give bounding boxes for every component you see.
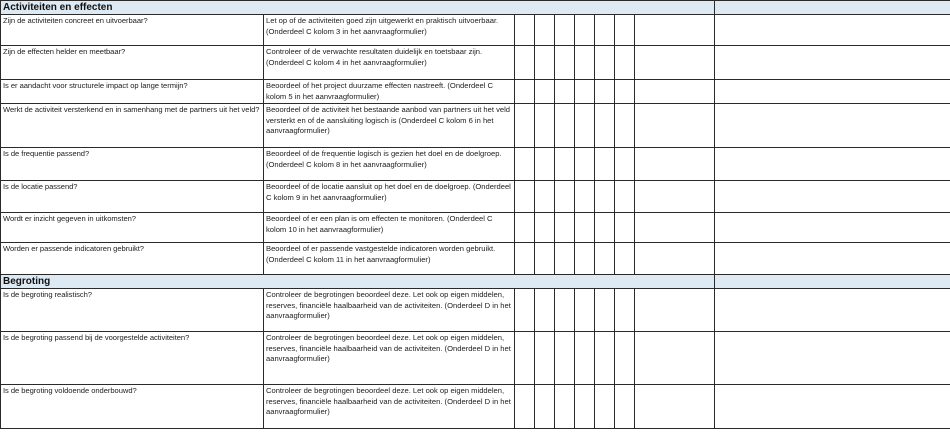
score-cell[interactable]: [615, 385, 635, 429]
score-cell[interactable]: [575, 15, 595, 46]
criterion-cell: Controleer de begrotingen beoordeel deze. Let ook op eigen middelen, reserves, financiële haalbaarheid van de activiteiten. (Onderdeel D in het aanvraagformulier): [264, 332, 515, 385]
score-cell[interactable]: [595, 148, 615, 181]
score-cell[interactable]: [555, 213, 575, 243]
question-cell: Is de begroting voldoende onderbouwd?: [1, 385, 264, 429]
score-cell[interactable]: [515, 104, 535, 148]
criterion-cell: Controleer of de verwachte resultaten duidelijk en toetsbaar zijn. (Onderdeel C kolom 4 in het aanvraagformulier): [264, 46, 515, 80]
score-cell[interactable]: [615, 15, 635, 46]
score-cell[interactable]: [555, 148, 575, 181]
table-row: [1, 46, 950, 80]
score-cell[interactable]: [515, 46, 535, 80]
criterion-cell: Controleer de begrotingen beoordeel deze. Let ook op eigen middelen, reserves, financiële haalbaarheid van de activiteiten. (Onderdeel D in het aanvraagformulier): [264, 289, 515, 332]
question-cell: Zijn de effecten helder en meetbaar?: [1, 46, 264, 80]
score-cell[interactable]: [595, 104, 615, 148]
score-cell[interactable]: [615, 181, 635, 213]
score-cell[interactable]: [575, 104, 595, 148]
score-cell[interactable]: [515, 213, 535, 243]
score-cell[interactable]: [515, 243, 535, 275]
score-cell[interactable]: [575, 332, 595, 385]
score-cell[interactable]: [615, 148, 635, 181]
score-cell[interactable]: [595, 385, 615, 429]
question-cell: Is de begroting realistisch?: [1, 289, 264, 332]
score-cell[interactable]: [535, 243, 555, 275]
table-row: [1, 104, 950, 148]
score-cell[interactable]: [575, 385, 595, 429]
table-row: [1, 181, 950, 213]
score-cell[interactable]: [615, 332, 635, 385]
score-cell[interactable]: [595, 332, 615, 385]
question-cell: Werkt de activiteit versterkend en in samenhang met de partners uit het veld?: [1, 104, 264, 148]
score-cell[interactable]: [575, 148, 595, 181]
criterion-cell: Beoordeel of er een plan is om effecten te monitoren. (Onderdeel C kolom 10 in het aanvraagformulier): [264, 213, 515, 243]
remarks-cell[interactable]: [715, 243, 950, 275]
score-cell[interactable]: [615, 80, 635, 104]
score-cell[interactable]: [575, 46, 595, 80]
score-total-cell[interactable]: [635, 104, 715, 148]
table-row: [1, 213, 950, 243]
score-cell[interactable]: [535, 46, 555, 80]
criterion-cell: Let op of de activiteiten goed zijn uitgewerkt en praktisch uitvoerbaar. (Onderdeel C kolom 3 in het aanvraagformulier): [264, 15, 515, 46]
section-title: Begroting: [1, 275, 715, 289]
score-cell[interactable]: [615, 46, 635, 80]
score-cell[interactable]: [535, 181, 555, 213]
score-cell[interactable]: [615, 289, 635, 332]
score-cell[interactable]: [575, 289, 595, 332]
table-row: [1, 243, 950, 275]
score-cell[interactable]: [575, 243, 595, 275]
section-header-row: [1, 1, 950, 15]
score-cell[interactable]: [515, 148, 535, 181]
table-row: [1, 15, 950, 46]
score-cell[interactable]: [615, 213, 635, 243]
question-cell: Is de frequentie passend?: [1, 148, 264, 181]
score-cell[interactable]: [555, 332, 575, 385]
score-total-cell[interactable]: [635, 181, 715, 213]
remarks-cell[interactable]: [715, 332, 950, 385]
remarks-cell[interactable]: [715, 385, 950, 429]
score-cell[interactable]: [515, 289, 535, 332]
remarks-cell[interactable]: [715, 80, 950, 104]
score-total-cell[interactable]: [635, 148, 715, 181]
score-cell[interactable]: [515, 15, 535, 46]
score-cell[interactable]: [535, 385, 555, 429]
score-cell[interactable]: [555, 46, 575, 80]
score-cell[interactable]: [595, 46, 615, 80]
criterion-cell: Beoordeel of de activiteit het bestaande aanbod van partners uit het veld versterkt en of de aansluiting logisch is (Onderdeel C kolom 6 in het aanvraagformulier): [264, 104, 515, 148]
score-total-cell[interactable]: [635, 332, 715, 385]
score-cell[interactable]: [615, 104, 635, 148]
score-cell[interactable]: [595, 289, 615, 332]
question-cell: Wordt er inzicht gegeven in uitkomsten?: [1, 213, 264, 243]
score-total-cell[interactable]: [635, 213, 715, 243]
table-row: [1, 332, 950, 385]
score-cell[interactable]: [515, 332, 535, 385]
score-cell[interactable]: [555, 15, 575, 46]
table-row: [1, 385, 950, 429]
criterion-cell: Beoordeel of het project duurzame effecten nastreeft. (Onderdeel C kolom 5 in het aanvraagformulier): [264, 80, 515, 104]
remarks-cell[interactable]: [715, 213, 950, 243]
remarks-cell[interactable]: [715, 181, 950, 213]
question-cell: Zijn de activiteiten concreet en uitvoerbaar?: [1, 15, 264, 46]
score-total-cell[interactable]: [635, 243, 715, 275]
score-cell[interactable]: [535, 104, 555, 148]
score-cell[interactable]: [575, 213, 595, 243]
table-row: [1, 80, 950, 104]
score-cell[interactable]: [615, 243, 635, 275]
question-cell: Is de locatie passend?: [1, 181, 264, 213]
criterion-cell: Controleer de begrotingen beoordeel deze. Let ook op eigen middelen, reserves, financiële haalbaarheid van de activiteiten. (Onderdeel D in het aanvraagformulier): [264, 385, 515, 429]
score-total-cell[interactable]: [635, 289, 715, 332]
score-cell[interactable]: [555, 181, 575, 213]
criterion-cell: Beoordeel of er passende vastgestelde indicatoren worden gebruikt. (Onderdeel C kolom 11 in het aanvraagformulier): [264, 243, 515, 275]
score-total-cell[interactable]: [635, 385, 715, 429]
criterion-cell: Beoordeel of de locatie aansluit op het doel en de doelgroep. (Onderdeel C kolom 9 in het aanvraagformulier): [264, 181, 515, 213]
score-cell[interactable]: [595, 213, 615, 243]
remarks-cell[interactable]: [715, 15, 950, 46]
question-cell: Worden er passende indicatoren gebruikt?: [1, 243, 264, 275]
score-cell[interactable]: [595, 243, 615, 275]
score-cell[interactable]: [555, 80, 575, 104]
score-cell[interactable]: [595, 181, 615, 213]
criterion-cell: Beoordeel of de frequentie logisch is gezien het doel en de doelgroep. (Onderdeel C kolom 8 in het aanvraagformulier): [264, 148, 515, 181]
score-cell[interactable]: [515, 181, 535, 213]
remarks-cell[interactable]: [715, 104, 950, 148]
score-cell[interactable]: [555, 289, 575, 332]
score-cell[interactable]: [535, 289, 555, 332]
score-cell[interactable]: [515, 80, 535, 104]
remarks-cell[interactable]: [715, 46, 950, 80]
score-cell[interactable]: [575, 181, 595, 213]
score-cell[interactable]: [575, 80, 595, 104]
score-cell[interactable]: [535, 15, 555, 46]
score-cell[interactable]: [535, 80, 555, 104]
score-total-cell[interactable]: [635, 15, 715, 46]
score-cell[interactable]: [515, 385, 535, 429]
section-title: Activiteiten en effecten: [1, 1, 715, 15]
score-total-cell[interactable]: [635, 46, 715, 80]
score-total-cell[interactable]: [635, 80, 715, 104]
question-cell: Is er aandacht voor structurele impact op lange termijn?: [1, 80, 264, 104]
score-cell[interactable]: [555, 243, 575, 275]
remarks-cell[interactable]: [715, 148, 950, 181]
section-header-fill-cell: [715, 1, 950, 15]
score-cell[interactable]: [555, 385, 575, 429]
question-cell: Is de begroting passend bij de voorgestelde activiteiten?: [1, 332, 264, 385]
score-cell[interactable]: [535, 148, 555, 181]
score-cell[interactable]: [595, 15, 615, 46]
table-row: [1, 289, 950, 332]
score-cell[interactable]: [535, 332, 555, 385]
section-header-row: [1, 275, 950, 289]
table-row: [1, 148, 950, 181]
score-cell[interactable]: [535, 213, 555, 243]
score-cell[interactable]: [595, 80, 615, 104]
score-cell[interactable]: [555, 104, 575, 148]
remarks-cell[interactable]: [715, 289, 950, 332]
section-header-fill-cell: [715, 275, 950, 289]
